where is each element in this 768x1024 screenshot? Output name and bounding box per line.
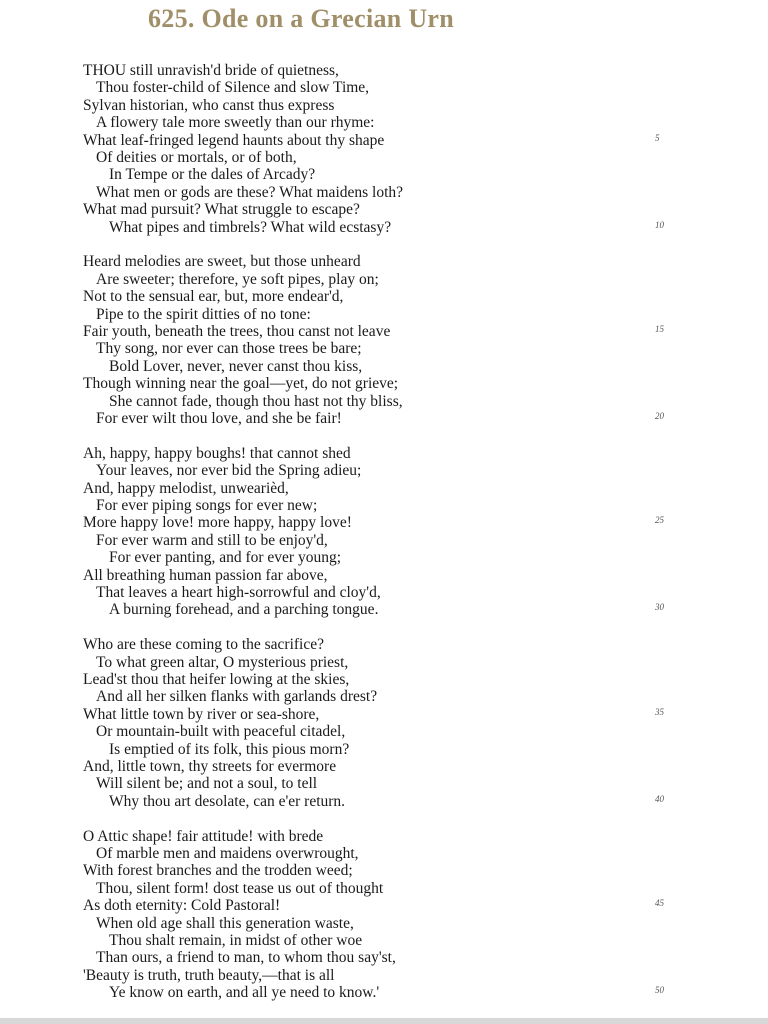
poem-line [83,601,703,618]
line-number: 20 [655,410,664,421]
line-text: What little town by river or sea-shore, [83,705,320,723]
poem-line [83,79,703,96]
poem-line [83,845,703,862]
line-text: Thou foster-child of Silence and slow Time, [96,79,370,97]
stanza [83,253,703,427]
poem-line [83,723,703,740]
poem-line [83,671,703,688]
line-text: Bold Lover, never, never canst thou kiss, [109,357,363,375]
line-text: Of deities or mortals, or of both, [96,148,297,166]
line-text: And, little town, thy streets for evermore [83,757,337,775]
line-text: Thou shalt remain, in midst of other woe [109,931,363,949]
line-text: Thy song, nor ever can those trees be bare; [96,340,362,358]
line-text: In Tempe or the dales of Arcady? [109,166,316,184]
line-text: Is emptied of its folk, this pious morn? [109,740,350,758]
poem-line [83,862,703,879]
line-number: 25 [655,515,664,526]
line-text: To what green altar, O mysterious priest, [96,653,349,671]
line-text: Fair youth, beneath the trees, thou canst not leave [83,322,391,340]
line-text: Lead'st thou that heifer lowing at the skies, [83,671,350,688]
poem-line [83,706,703,723]
poem-line [83,149,703,166]
line-text: Sylvan historian, who canst thus express [83,96,335,114]
line-text: And all her silken flanks with garlands drest? [96,688,378,706]
line-text: With forest branches and the trodden weed; [83,862,353,880]
poem-line [83,932,703,949]
poem-line [83,253,703,270]
poem-line [83,532,703,549]
line-number: 40 [655,793,664,804]
line-text: THOU still unravish'd bride of quietness, [83,62,339,79]
line-text: What mad pursuit? What struggle to escape? [83,201,360,219]
poem-line [83,97,703,114]
poem-line [83,288,703,305]
line-text: Will silent be; and not a soul, to tell [96,775,318,793]
line-number: 5 [655,132,660,143]
line-text: More happy love! more happy, happy love! [83,514,352,532]
line-text: Thou, silent form! dost tease us out of thought [96,879,384,897]
line-text: O Attic shape! fair attitude! with brede [83,827,324,845]
poem-title: 625. Ode on a Grecian Urn [148,4,455,33]
line-text: A flowery tale more sweetly than our rhyme: [96,114,375,132]
poem-body [83,62,703,1019]
line-number: 50 [655,985,664,996]
stanza [83,445,703,619]
line-number: 30 [655,602,664,613]
poem-line [83,915,703,932]
line-text: Ye know on earth, and all ye need to know.' [109,984,380,1002]
line-text: Though winning near the goal—yet, do not grieve; [83,375,399,393]
line-text: Are sweeter; therefore, ye soft pipes, play on; [96,270,379,288]
poem-line [83,340,703,357]
poem-line [83,636,703,653]
line-text: And, happy melodist, unwearièd, [83,479,289,497]
poem-line [83,828,703,845]
poem-line [83,497,703,514]
poem-line [83,393,703,410]
line-text: What men or gods are these? What maidens loth? [96,183,404,201]
poem-line [83,323,703,340]
poem-line [83,132,703,149]
poem-line [83,462,703,479]
line-number: 15 [655,323,664,334]
poem-line [83,949,703,966]
line-text: Ah, happy, happy boughs! that cannot shed [83,444,351,462]
poem-line [83,271,703,288]
line-text: For ever piping songs for ever new; [96,496,318,514]
line-number: 45 [655,898,664,909]
poem-line [83,758,703,775]
line-text: All breathing human passion far above, [83,566,328,584]
poem-line [83,358,703,375]
line-text: Why thou art desolate, can e'er return. [109,792,346,810]
poem-line [83,445,703,462]
line-text: When old age shall this generation waste, [96,914,354,932]
poem-line [83,897,703,914]
stanza [83,636,703,810]
line-text: That leaves a heart high-sorrowful and cloy'd, [96,583,381,601]
line-text: She cannot fade, though thou hast not thy bliss, [109,392,403,410]
line-number: 35 [655,706,664,717]
line-text: For ever wilt thou love, and she be fair! [96,409,342,427]
poem-line [83,201,703,218]
stanza [83,62,703,236]
poem-line [83,375,703,392]
line-text: What pipes and timbrels? What wild ecstasy? [109,218,392,236]
line-text: 'Beauty is truth, truth beauty,—that is all [83,966,335,984]
line-text: Your leaves, nor ever bid the Spring adieu; [96,462,362,480]
line-text: Or mountain-built with peaceful citadel, [96,723,346,741]
poem-line [83,567,703,584]
poem-line [83,688,703,705]
line-text: A burning forehead, and a parching tongue. [109,601,379,619]
line-text: As doth eternity: Cold Pastoral! [83,897,281,915]
poem-line [83,793,703,810]
poem-line [83,62,703,79]
line-text: Pipe to the spirit ditties of no tone: [96,305,311,323]
line-number: 10 [655,219,664,230]
poem-line [83,775,703,792]
poem-line [83,410,703,427]
line-text: Not to the sensual ear, but, more endear'd, [83,288,344,306]
poem-line [83,114,703,131]
poem-line [83,480,703,497]
poem-line [83,654,703,671]
poem-line [83,549,703,566]
line-text: For ever panting, and for ever young; [109,549,342,567]
poem-line [83,741,703,758]
line-text: Who are these coming to the sacrifice? [83,636,324,654]
poem-line [83,984,703,1001]
poem-line [83,584,703,601]
poem-line [83,967,703,984]
stanza [83,828,703,1002]
poem-line [83,880,703,897]
poem-line [83,306,703,323]
line-text: What leaf-fringed legend haunts about thy shape [83,131,385,149]
page-bottom-edge [0,1018,768,1024]
line-text: Heard melodies are sweet, but those unheard [83,253,361,271]
line-text: Than ours, a friend to man, to whom thou say'st, [96,949,396,967]
line-text: Of marble men and maidens overwrought, [96,845,359,863]
poem-line [83,514,703,531]
line-text: For ever warm and still to be enjoy'd, [96,531,328,549]
poem-line [83,219,703,236]
poem-line [83,184,703,201]
poem-line [83,166,703,183]
